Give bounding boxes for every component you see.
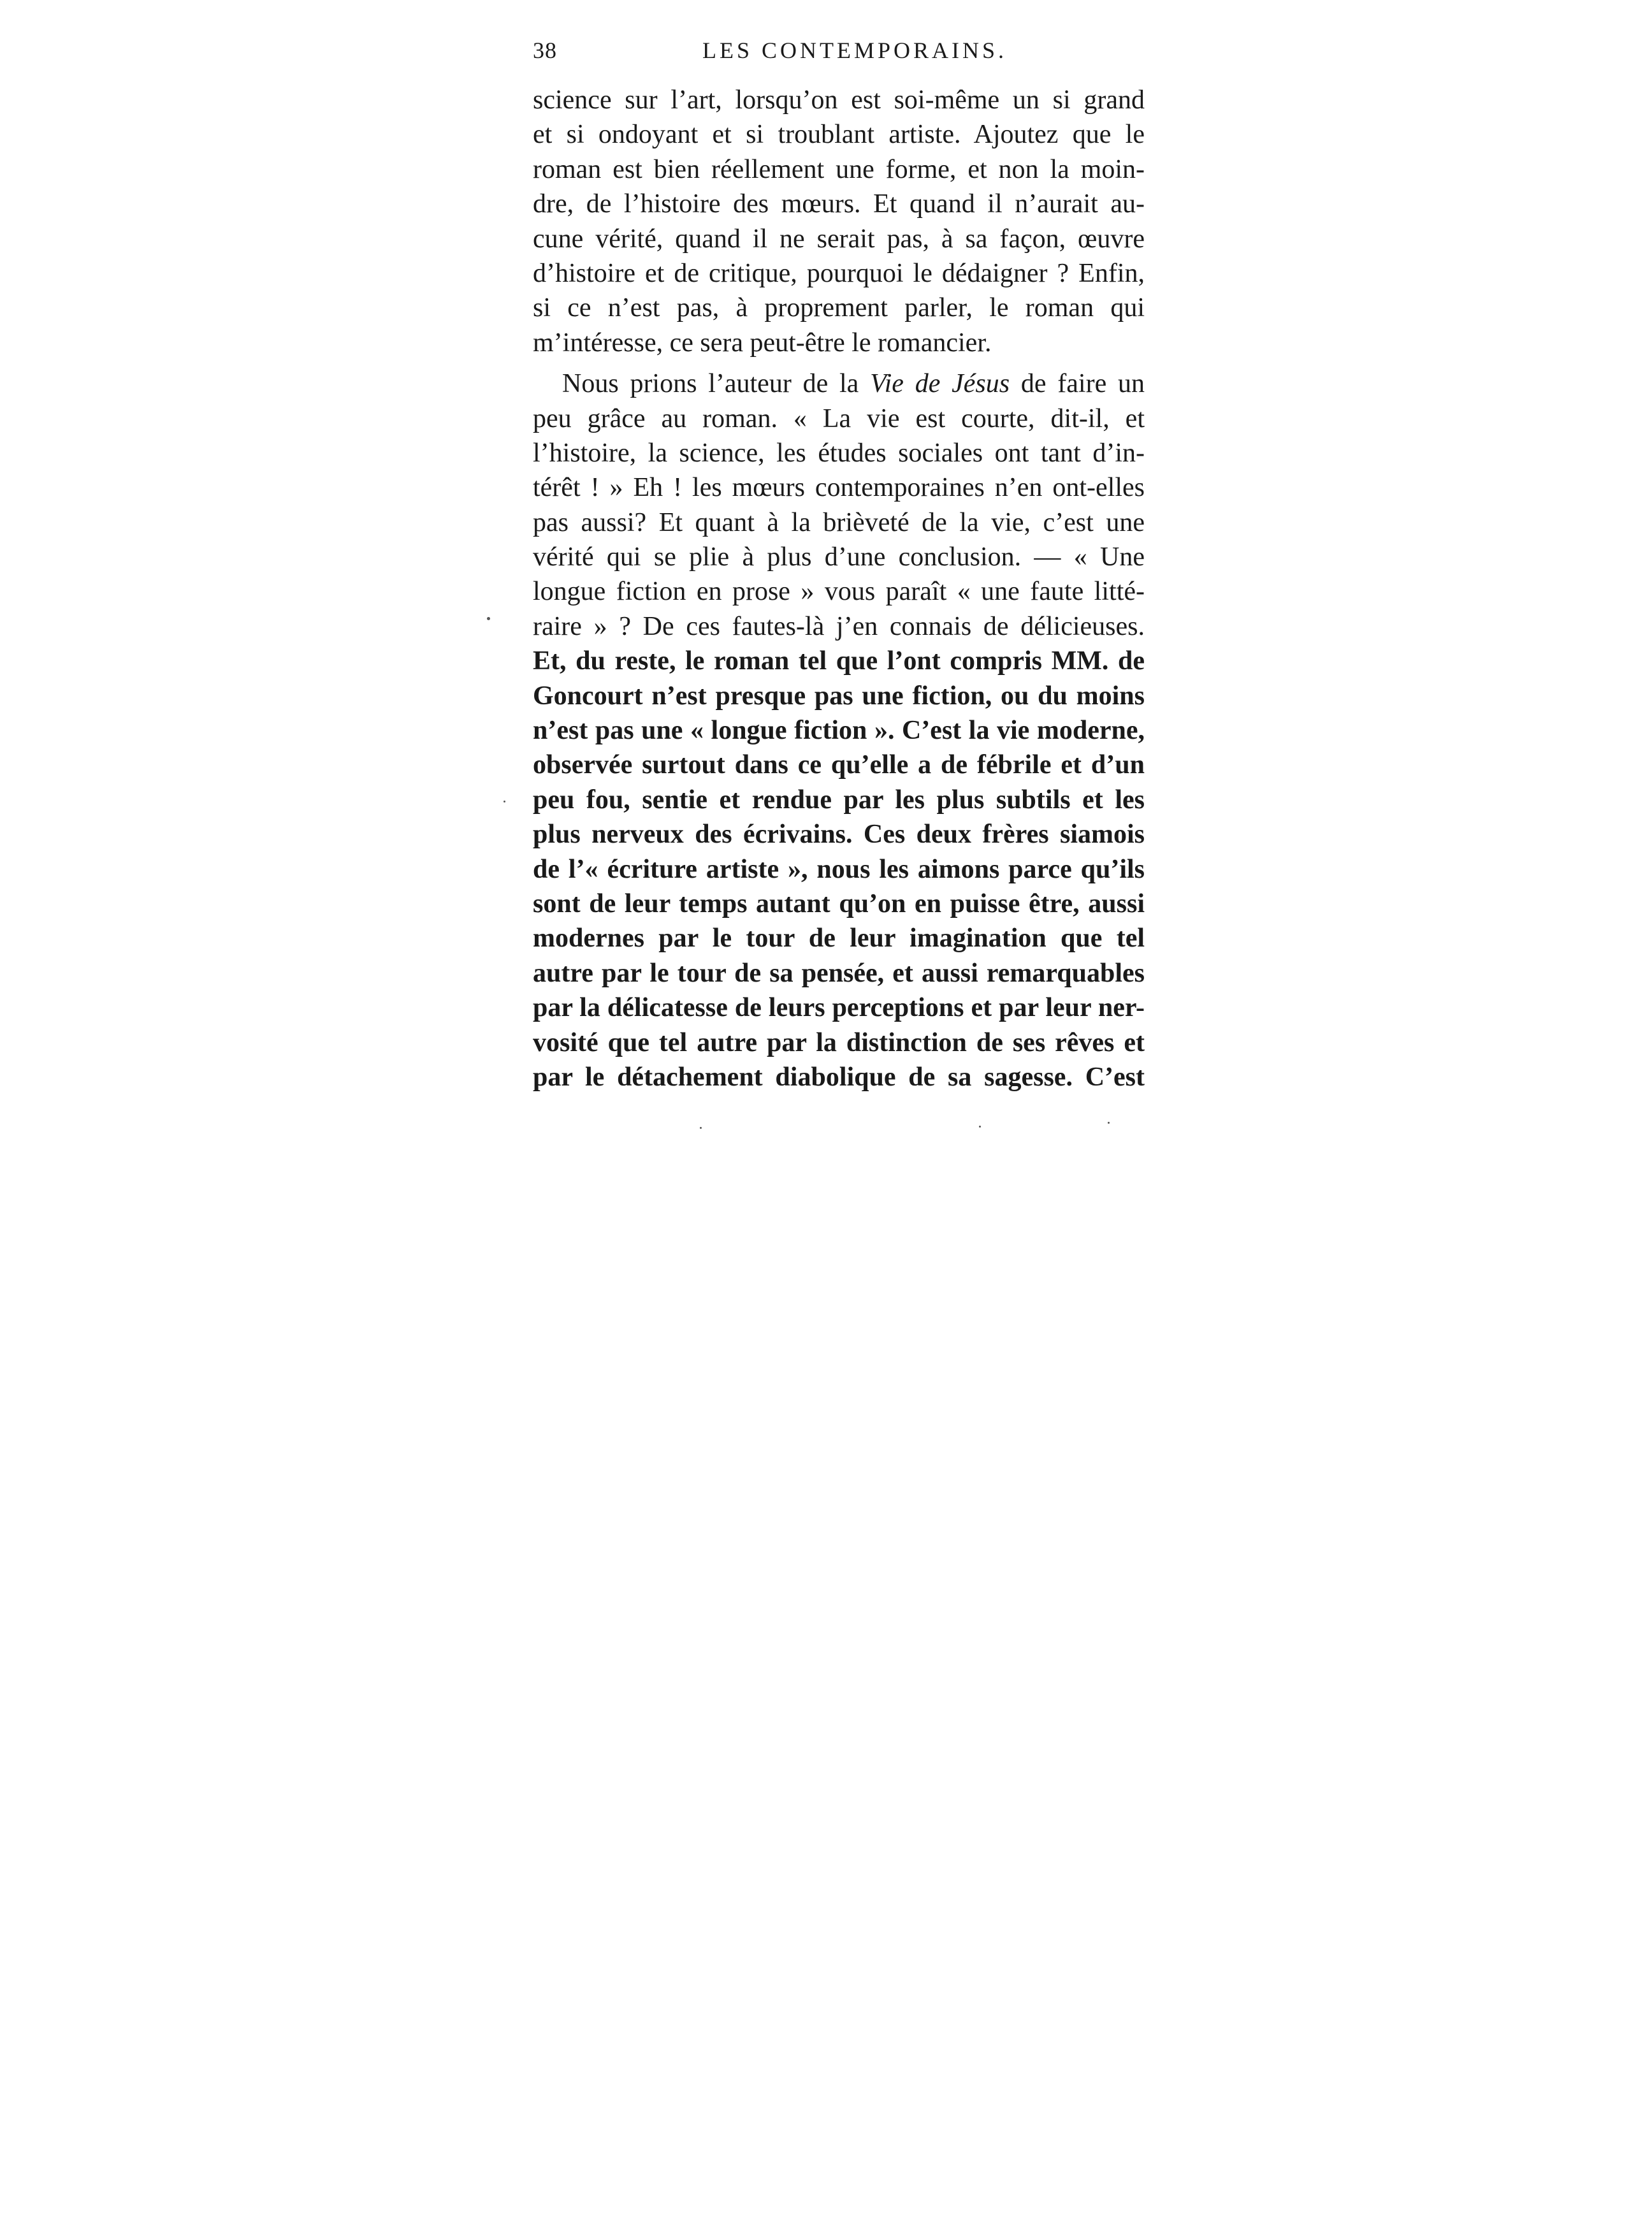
paragraph-1 [533,83,1145,360]
book-title-italic: Vie de Jésus [870,369,1010,399]
text-line: science sur l’art, lorsqu’on est soi-même un si grand [533,85,1145,115]
text-line: dre, de l’histoire des mœurs. Et quand il n’aurait au- [533,189,1145,219]
scan-speck [504,801,505,802]
text-line: observée surtout dans ce qu’elle a de fébrile et d’un [533,750,1145,780]
text-line: longue fiction en prose » vous paraît « une faute litté- [533,577,1145,607]
text-run: de faire un [1010,369,1145,399]
scan-speck [700,1127,702,1129]
text-line: par la délicatesse de leurs perceptions et par leur ner- [533,993,1145,1023]
page-number: 38 [533,38,557,63]
text-line: n’est pas une « longue fiction ». C’est la vie moderne, [533,716,1145,746]
paragraph-spacer [533,360,1145,367]
text-line: plus nerveux des écrivains. Ces deux frères siamois [533,820,1145,850]
text-line: l’histoire, la science, les études sociales ont tant d’in- [533,438,1145,468]
scan-speck [1108,1122,1110,1124]
running-title: LES CONTEMPORAINS. [702,38,1008,63]
body-text [533,83,1145,1094]
text-line: raire » ? De ces fautes-là j’en connais de délicieuses. [533,611,1145,641]
running-head [533,37,1165,75]
text-line: peu fou, sentie et rendue par les plus subtils et les [533,785,1145,815]
text-line: d’histoire et de critique, pourquoi le dédaigner ? Enfin, [533,258,1145,288]
text-line: autre par le tour de sa pensée, et aussi remarquables [533,958,1145,988]
text-line: pas aussi? Et quant à la brièveté de la vie, c’est une [533,507,1145,537]
text-line: m’intéresse, ce sera peut-être le romancier. [533,328,992,358]
text-line: sont de leur temps autant qu’on en puisse être, aussi [533,889,1145,918]
text-line: si ce n’est pas, à proprement parler, le roman qui [533,293,1145,323]
text-line: cune vérité, quand il ne serait pas, à sa façon, œuvre [533,224,1145,254]
text-line: vosité que tel autre par la distinction de ses rêves et [533,1027,1145,1057]
text-line: Et, du reste, le roman tel que l’ont compris MM. de [533,646,1145,676]
text-line: et si ondoyant et si troublant artiste. Ajoutez que le [533,120,1145,150]
text-line: peu grâce au roman. « La vie est courte, dit-il, et [533,403,1145,433]
text-line: modernes par le tour de leur imagination que tel [533,924,1145,954]
text-line: par le détachement diabolique de sa sagesse. C’est [533,1062,1145,1092]
paragraph-opening-line [533,367,1145,401]
text-line: vérité qui se plie à plus d’une conclusion. — « Une [533,542,1145,572]
text-run: Nous prions l’auteur de la [562,369,871,399]
text-line: roman est bien réellement une forme, et non la moin- [533,154,1145,184]
text-line: de l’« écriture artiste », nous les aimons parce qu’ils [533,854,1145,884]
text-line: Goncourt n’est presque pas une fiction, ou du moins [533,681,1145,711]
bold-print-section [533,644,1145,1094]
scan-speck [487,617,490,620]
scan-speck [979,1126,981,1128]
text-line: térêt ! » Eh ! les mœurs contemporaines n’en ont-elles [533,473,1145,503]
paragraph-2 [533,367,1145,1094]
